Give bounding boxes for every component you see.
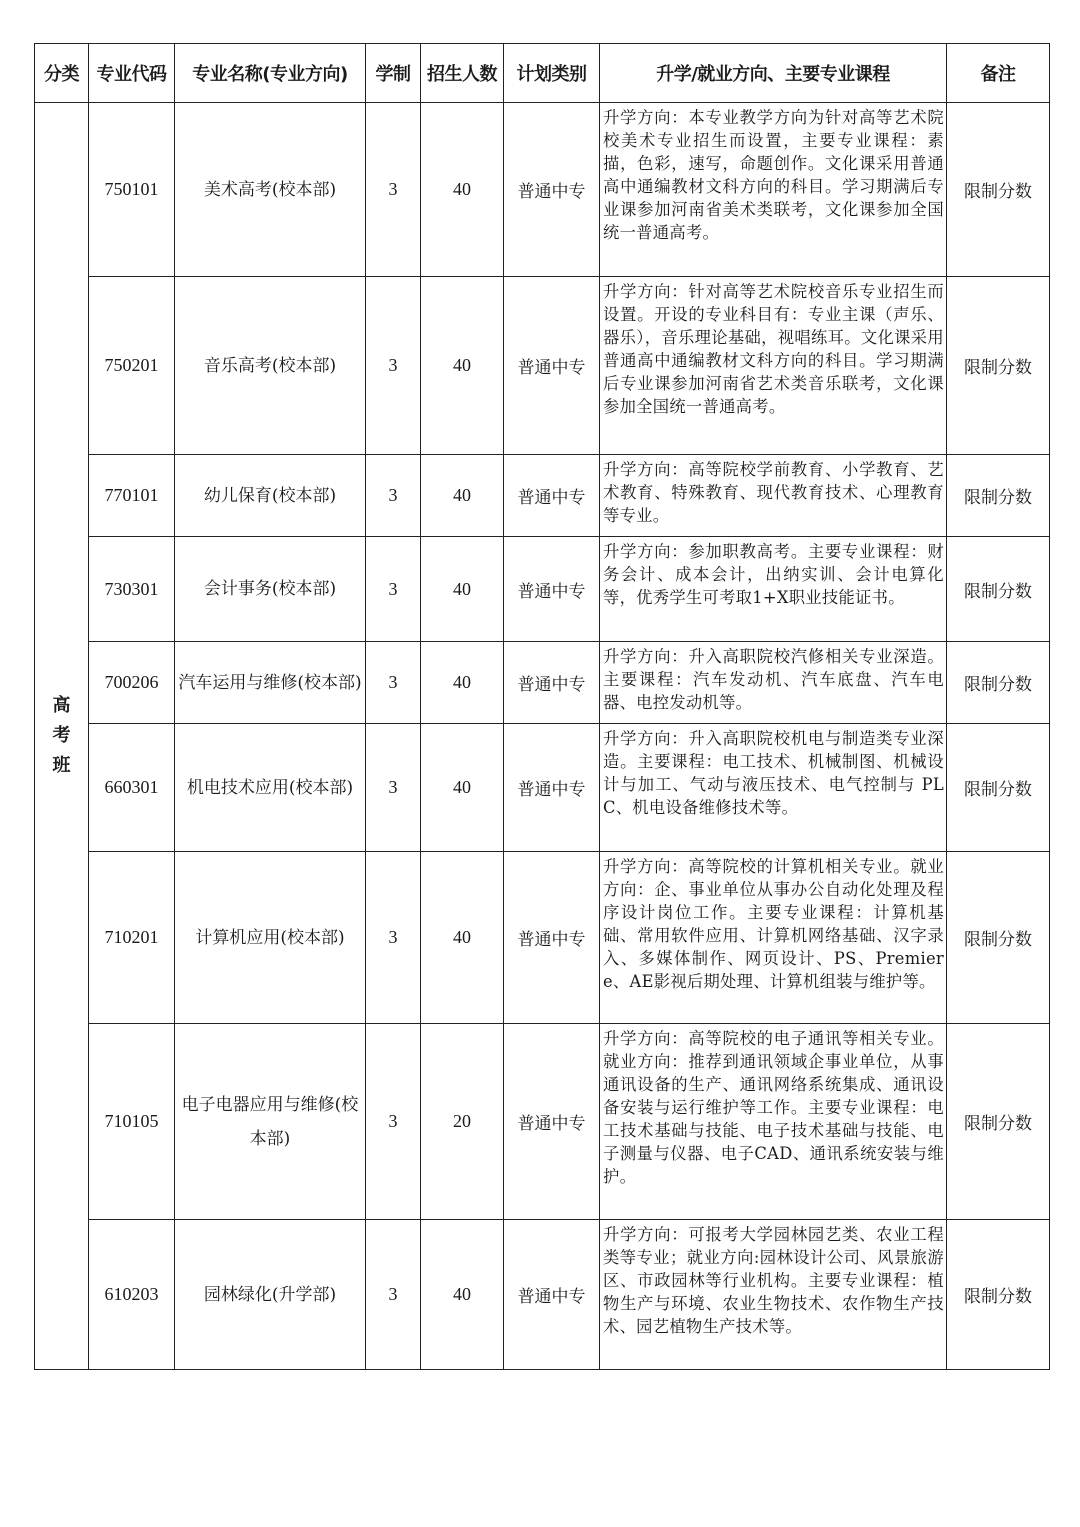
plan-cell: 普通中专 <box>504 455 600 537</box>
code-cell: 750201 <box>89 277 175 455</box>
code-cell: 710201 <box>89 852 175 1024</box>
category-label: 高考班 <box>52 695 71 776</box>
table-row <box>35 724 1050 852</box>
note-cell: 限制分数 <box>947 455 1050 537</box>
header-enroll: 招生人数 <box>421 44 504 103</box>
plan-cell: 普通中专 <box>504 1024 600 1220</box>
note-cell: 限制分数 <box>947 724 1050 852</box>
years-cell: 3 <box>366 852 421 1024</box>
name-cell: 会计事务(校本部) <box>175 537 366 642</box>
category-cell <box>35 103 89 1370</box>
enroll-cell: 40 <box>421 642 504 724</box>
table-row <box>35 103 1050 277</box>
name-cell: 电子电器应用与维修(校本部) <box>175 1024 366 1220</box>
code-cell: 700206 <box>89 642 175 724</box>
name-cell: 音乐高考(校本部) <box>175 277 366 455</box>
note-cell: 限制分数 <box>947 1024 1050 1220</box>
desc-cell: 升学方向：参加职教高考。主要专业课程：财务会计、成本会计，出纳实训、会计电算化等，优秀学生可考取1+X职业技能证书。 <box>600 537 947 642</box>
name-cell: 美术高考(校本部) <box>175 103 366 277</box>
plan-cell: 普通中专 <box>504 852 600 1024</box>
note-cell: 限制分数 <box>947 103 1050 277</box>
name-cell: 计算机应用(校本部) <box>175 852 366 1024</box>
desc-cell: 升学方向：高等院校学前教育、小学教育、艺术教育、特殊教育、现代教育技术、心理教育等专业。 <box>600 455 947 537</box>
years-cell: 3 <box>366 1024 421 1220</box>
header-plan: 计划类别 <box>504 44 600 103</box>
name-cell: 机电技术应用(校本部) <box>175 724 366 852</box>
note-cell: 限制分数 <box>947 277 1050 455</box>
enrollment-sheet <box>34 43 1049 1370</box>
enroll-cell: 40 <box>421 724 504 852</box>
table-row <box>35 1024 1050 1220</box>
table-row <box>35 642 1050 724</box>
table-row <box>35 1220 1050 1370</box>
years-cell: 3 <box>366 642 421 724</box>
years-cell: 3 <box>366 537 421 642</box>
note-cell: 限制分数 <box>947 852 1050 1024</box>
desc-cell: 升学方向：升入高职院校汽修相关专业深造。主要课程：汽车发动机、汽车底盘、汽车电器、电控发动机等。 <box>600 642 947 724</box>
enroll-cell: 40 <box>421 537 504 642</box>
header-code: 专业代码 <box>89 44 175 103</box>
plan-cell: 普通中专 <box>504 1220 600 1370</box>
years-cell: 3 <box>366 724 421 852</box>
header-category: 分类 <box>35 44 89 103</box>
years-cell: 3 <box>366 103 421 277</box>
header-row <box>35 44 1050 103</box>
header-desc: 升学/就业方向、主要专业课程 <box>600 44 947 103</box>
desc-cell: 升学方向：可报考大学园林园艺类、农业工程类等专业；就业方向:园林设计公司、风景旅游区、市政园林等行业机构。主要专业课程：植物生产与环境、农业生物技术、农作物生产技术、园艺植物生产技术等。 <box>600 1220 947 1370</box>
code-cell: 730301 <box>89 537 175 642</box>
note-cell: 限制分数 <box>947 537 1050 642</box>
note-cell: 限制分数 <box>947 642 1050 724</box>
name-cell: 幼儿保育(校本部) <box>175 455 366 537</box>
enroll-cell: 40 <box>421 455 504 537</box>
name-cell: 汽车运用与维修(校本部) <box>175 642 366 724</box>
desc-cell: 升学方向：针对高等艺术院校音乐专业招生而设置。开设的专业科目有：专业主课（声乐、器乐），音乐理论基础，视唱练耳。文化课采用普通高中通编教材文科方向的科目。学习期满后专业课参加河南省艺术类音乐联考，文化课参加全国统一普通高考。 <box>600 277 947 455</box>
table-row <box>35 852 1050 1024</box>
desc-cell: 升学方向：本专业教学方向为针对高等艺术院校美术专业招生而设置，主要专业课程：素描，色彩，速写，命题创作。文化课采用普通高中通编教材文科方向的科目。学习期满后专业课参加河南省美术类联考，文化课参加全国统一普通高考。 <box>600 103 947 277</box>
desc-cell: 升学方向：高等院校的计算机相关专业。就业方向：企、事业单位从事办公自动化处理及程序设计岗位工作。主要专业课程：计算机基础、常用软件应用、计算机网络基础、汉字录入、多媒体制作、网页设计、PS、Premiere、AE影视后期处理、计算机组装与维护等。 <box>600 852 947 1024</box>
code-cell: 750101 <box>89 103 175 277</box>
plan-cell: 普通中专 <box>504 277 600 455</box>
desc-cell: 升学方向：高等院校的电子通讯等相关专业。就业方向：推荐到通讯领域企事业单位，从事通讯设备的生产、通讯网络系统集成、通讯设备安装与运行维护等工作。主要专业课程：电工技术基础与技能、电子技术基础与技能、电子测量与仪器、电子CAD、通讯系统安装与维护。 <box>600 1024 947 1220</box>
enroll-cell: 40 <box>421 1220 504 1370</box>
enroll-cell: 40 <box>421 277 504 455</box>
enroll-cell: 40 <box>421 103 504 277</box>
header-note: 备注 <box>947 44 1050 103</box>
enroll-cell: 40 <box>421 852 504 1024</box>
enrollment-table <box>34 43 1050 1370</box>
plan-cell: 普通中专 <box>504 642 600 724</box>
table-row <box>35 455 1050 537</box>
header-name: 专业名称(专业方向) <box>175 44 366 103</box>
code-cell: 770101 <box>89 455 175 537</box>
years-cell: 3 <box>366 1220 421 1370</box>
years-cell: 3 <box>366 455 421 537</box>
header-years: 学制 <box>366 44 421 103</box>
desc-cell: 升学方向：升入高职院校机电与制造类专业深造。主要课程：电工技术、机械制图、机械设计与加工、气动与液压技术、电气控制与 PLC、机电设备维修技术等。 <box>600 724 947 852</box>
code-cell: 710105 <box>89 1024 175 1220</box>
code-cell: 610203 <box>89 1220 175 1370</box>
note-cell: 限制分数 <box>947 1220 1050 1370</box>
enroll-cell: 20 <box>421 1024 504 1220</box>
table-row <box>35 277 1050 455</box>
table-row <box>35 537 1050 642</box>
name-cell: 园林绿化(升学部) <box>175 1220 366 1370</box>
years-cell: 3 <box>366 277 421 455</box>
code-cell: 660301 <box>89 724 175 852</box>
plan-cell: 普通中专 <box>504 103 600 277</box>
plan-cell: 普通中专 <box>504 724 600 852</box>
plan-cell: 普通中专 <box>504 537 600 642</box>
